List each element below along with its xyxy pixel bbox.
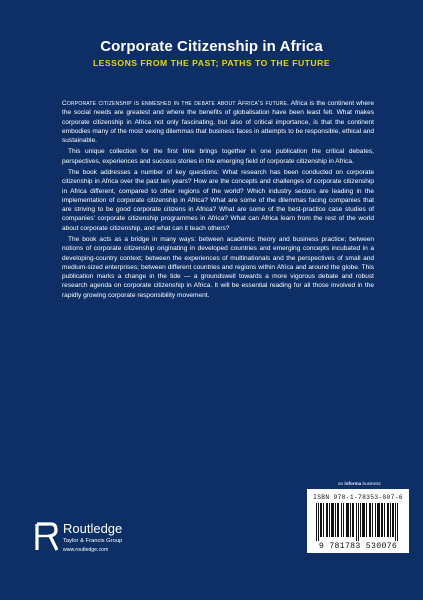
informa-tagline: [338, 481, 381, 486]
blurb-paragraph-3: The book addresses a number of key questions: What research has been conducted on corporate citizenship in Africa over the past ten years? How are the concepts and challenges of corporate citizenship in Africa different, compared to other regions of the world? Which industry sectors are leading in the implementation of corporate citizenship in Africa? What are some of the dilemmas facing companies that are striving to be good corporate citizens in Africa? What are some of the best-practice case studies of companies’ corporate citizenship programmes in Africa? What can Africa learn from the rest of the world about corporate citizenship, and what can it teach others?: [62, 169, 374, 232]
barcode-panel: [307, 489, 409, 553]
publisher-url: www.routledge.com: [63, 547, 109, 553]
blurb-paragraph-2: This unique collection for the first time brings together in one publication the critical debates, perspectives, experiences and success stories in the emerging field of corporate citizenship in Africa.: [62, 148, 374, 165]
blurb-lead: Corporate citizenship is enmeshed in the debate about Africa’s future.: [62, 100, 290, 107]
barcode-number: 9 781783 530076: [318, 542, 398, 551]
blurb-paragraph-1-text: Africa is the continent where the social needs are greatest and where the benefits of globalisation have been least felt. What makes corporate citizenship in Africa not only fascinating, but also of critical importance, is that the continent embodies many of the most vexing dilemmas that business faces in attempts to be responsible, ethical and sustainable.: [62, 100, 374, 144]
informa-suffix: business: [361, 481, 381, 486]
publisher-name: Routledge: [63, 521, 123, 536]
publisher-group: Taylor & Francis Group: [63, 538, 123, 544]
back-cover-blurb: [62, 99, 374, 302]
barcode-bars: [316, 503, 400, 541]
informa-brand: informa: [344, 481, 362, 486]
informa-prefix: an: [338, 481, 345, 486]
isbn-label: ISBN 978-1-78353-007-6: [313, 494, 403, 501]
blurb-paragraph-4: The book acts as a bridge in many ways: between academic theory and business practice; between notions of corporate citizenship originating in developed countries and emerging concepts incubated in a developing-country context; between the experiences of multinationals and the perspectives of small and medium-sized enterprises; between different countries and regions within Africa and around the globe. This publication marks a change in the tide — a groundswell towards a more vigorous debate and robust research agenda on corporate citizenship in Africa. It will be essential reading for all those involved in the rapidly growing corporate responsibility movement.: [62, 236, 374, 299]
book-title: Corporate Citizenship in Africa: [100, 38, 323, 55]
cover-title-block: [0, 38, 423, 68]
book-subtitle: LESSONS FROM THE PAST; PATHS TO THE FUTURE: [92, 58, 331, 68]
routledge-r-icon: [34, 522, 58, 552]
blurb-paragraph-1: [62, 99, 374, 145]
